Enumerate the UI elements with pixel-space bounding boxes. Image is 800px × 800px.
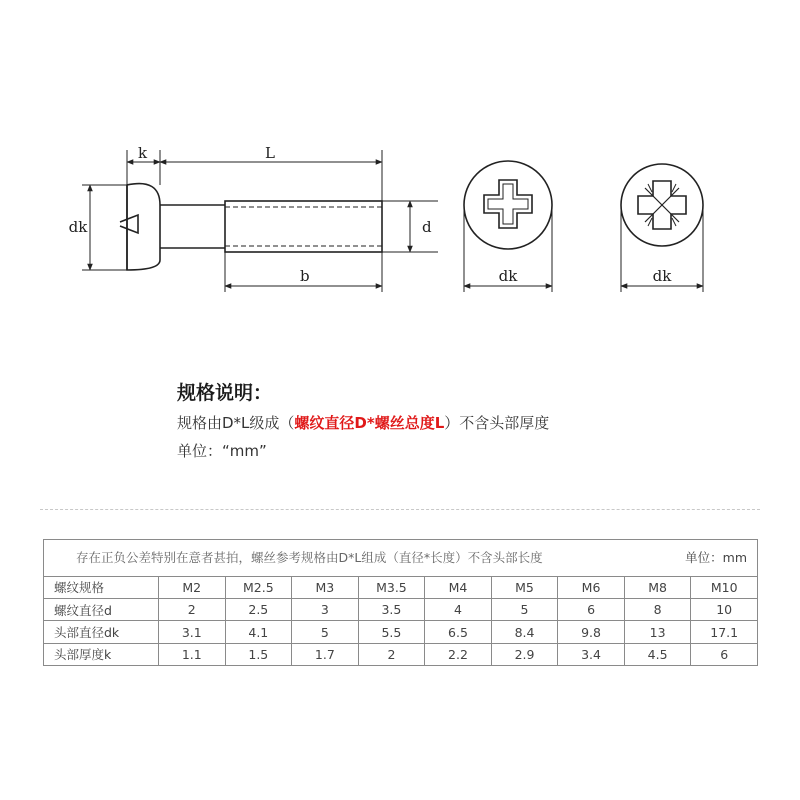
table-row: [44, 599, 758, 621]
screw-side-view: [120, 184, 382, 270]
table-unit: 单位：mm: [685, 550, 747, 565]
table-cell: 2: [358, 643, 425, 665]
table-cell: 3: [292, 599, 359, 621]
table-cell: 10: [691, 599, 758, 621]
divider: [40, 509, 760, 510]
label-b: b: [300, 267, 310, 285]
table-cell: 17.1: [691, 621, 758, 643]
row-label: 头部直径dk: [44, 621, 159, 643]
table-note-row: [44, 540, 758, 577]
label-d: d: [422, 218, 432, 236]
spec-unit: 单位：“mm”: [177, 442, 267, 460]
table-cell: 2.2: [425, 643, 492, 665]
size-header-cell: M8: [624, 576, 691, 598]
size-header-cell: M3: [292, 576, 359, 598]
table-cell: 6.5: [425, 621, 492, 643]
screw-drawing: [0, 0, 800, 340]
table-cell: 9.8: [558, 621, 625, 643]
table-cell: 13: [624, 621, 691, 643]
size-header-cell: M3.5: [358, 576, 425, 598]
table-cell: 4.5: [624, 643, 691, 665]
row-label: 头部厚度k: [44, 643, 159, 665]
size-header-cell: M10: [691, 576, 758, 598]
spec-description-prefix: 规格由D*L级成（: [177, 414, 295, 432]
table-cell: 6: [691, 643, 758, 665]
table-cell: 4.1: [225, 621, 292, 643]
label-dk-pozidriv: dk: [652, 267, 672, 285]
table-header-row: [44, 576, 758, 598]
table-cell: 6: [558, 599, 625, 621]
pozidriv-head-view: [621, 164, 703, 246]
table-cell: 2: [159, 599, 226, 621]
table-row: [44, 643, 758, 665]
spec-description-highlight: 螺纹直径D*螺丝总度L: [294, 414, 445, 432]
table-cell: 2.9: [491, 643, 558, 665]
spec-description-suffix: ）不含头部厚度: [444, 414, 550, 432]
size-header-cell: M6: [558, 576, 625, 598]
table-cell: 3.5: [358, 599, 425, 621]
table-cell: 1.5: [225, 643, 292, 665]
table-cell: 1.7: [292, 643, 359, 665]
table-cell: 5: [491, 599, 558, 621]
size-header-cell: M2.5: [225, 576, 292, 598]
table-cell: 5.5: [358, 621, 425, 643]
table-cell: 4: [425, 599, 492, 621]
table-cell: 1.1: [159, 643, 226, 665]
table-cell: 3.1: [159, 621, 226, 643]
label-L: L: [265, 144, 275, 162]
spec-table: [43, 539, 758, 666]
dimension-lines: [82, 150, 438, 292]
table-cell: 2.5: [225, 599, 292, 621]
table-cell: 8.4: [491, 621, 558, 643]
table-row: [44, 621, 758, 643]
label-dk-side: dk: [68, 218, 88, 236]
phillips-head-view: [464, 161, 552, 249]
row-label: 螺纹直径d: [44, 599, 159, 621]
row-label: 螺纹规格: [44, 576, 159, 598]
spec-description: [177, 412, 549, 433]
label-k: k: [138, 144, 148, 162]
size-header-cell: M5: [491, 576, 558, 598]
table-note: 存在正负公差特别在意者甚拍，螺丝参考规格由D*L组成（直径*长度）不含头部长度: [76, 550, 543, 565]
label-dk-phillips: dk: [498, 267, 518, 285]
size-header-cell: M4: [425, 576, 492, 598]
size-header-cell: M2: [159, 576, 226, 598]
spec-title: 规格说明：: [177, 382, 273, 404]
table-cell: 8: [624, 599, 691, 621]
table-cell: 3.4: [558, 643, 625, 665]
table-cell: 5: [292, 621, 359, 643]
